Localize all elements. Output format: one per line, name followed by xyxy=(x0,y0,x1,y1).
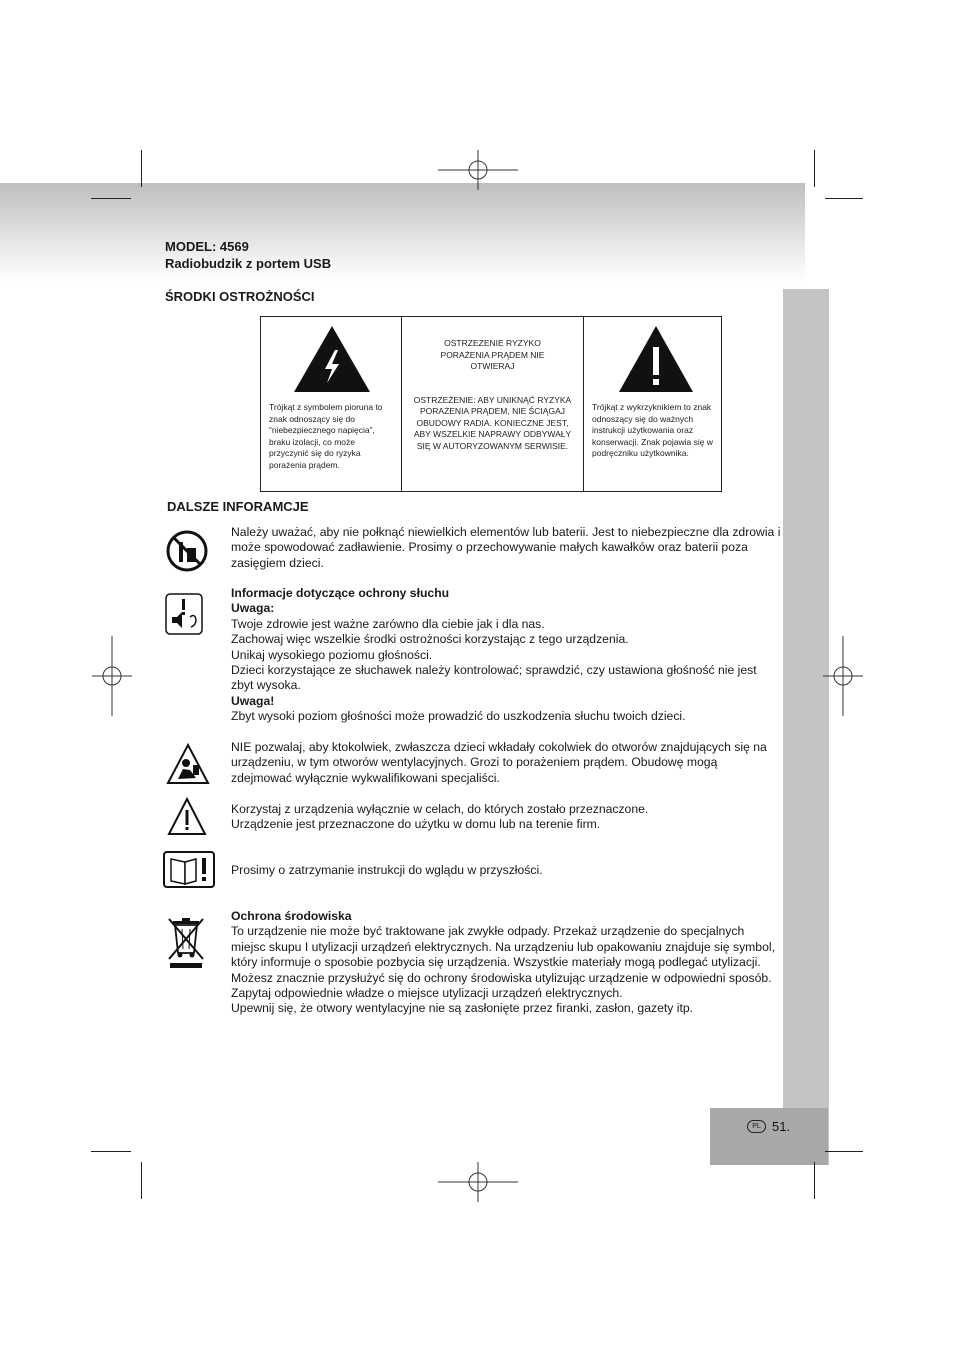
lightning-cell xyxy=(261,317,402,492)
side-tab xyxy=(783,289,829,1165)
hearing-line: Zachowaj więc wszelkie środki ostrożności korzystając z tego urządzenia. xyxy=(231,632,629,647)
model-number: MODEL: 4569 xyxy=(165,239,249,254)
hearing-line: Zbyt wysoki poziom głośności może prowadzić do uszkodzenia słuchu twoich dzieci. xyxy=(231,709,686,724)
crop-mark xyxy=(141,1162,142,1199)
read-manual-icon xyxy=(163,851,215,888)
product-name: Radiobudzik z portem USB xyxy=(165,256,332,271)
hearing-title: Informacje dotyczące ochrony słuchu xyxy=(231,586,450,600)
hearing-line: Dzieci korzystające ze słuchawek należy kontrolować; sprawdzić, czy ustawiona głośność nie jest zbyt wysoka. xyxy=(231,663,757,693)
hearing-info-block xyxy=(231,586,781,725)
crop-mark xyxy=(825,198,863,199)
language-badge: PL xyxy=(747,1120,766,1133)
environment-title: Ochrona środowiska xyxy=(231,909,352,923)
hearing-protection-icon xyxy=(165,593,203,635)
warning-no-disassembly: OSTRZEŻENIE: ABY UNIKNĄĆ RYZYKA PORAŻENIA PRĄDEM, NIE ŚCIĄGAJ OBUDOWY RADIA. KONIECZNE JEST, ABY WSZELKIE NAPRAWY ODBYWAŁY SIĘ W AUTORYZOWANYM SERWISIE. xyxy=(413,394,572,451)
openings-warning: NIE pozwalaj, aby ktokolwiek, zwłaszcza dzieci wkładały cokolwiek do otworów znajdujących się na urządzeniu, w tym otworów wentylacyjnych. Grozi to porażeniem prądem. Obudowę mogą zdejmować wyłącznie wykwalifikowani specjaliści. xyxy=(231,740,767,785)
lightning-warning-icon xyxy=(261,317,401,399)
more-info-title: DALSZE INFORAMCJE xyxy=(167,499,309,514)
no-swallowing-icon xyxy=(166,530,208,572)
safety-warning-table xyxy=(260,316,722,492)
intended-use-line: Korzystaj z urządzenia wyłącznie w celach, do których zostało przeznaczone. xyxy=(231,802,649,816)
page-number: 51. xyxy=(772,1119,791,1134)
hearing-note-label: Uwaga! xyxy=(231,693,275,708)
crop-mark xyxy=(814,150,815,187)
hearing-line: Twoje zdrowie jest ważne zarówno dla ciebie jak i dla nas. xyxy=(231,616,545,631)
page-number-box xyxy=(710,1108,828,1165)
small-parts-warning: Należy uważać, aby nie połknąć niewielkich elementów lub baterii. Jest to niebezpieczne dla zdrowia i może spowodować zadławienie. Prosimy o przechowywanie małych kawałków oraz baterii poza zasięgiem dzieci. xyxy=(231,525,781,570)
registration-mark xyxy=(823,636,863,716)
caution-icon xyxy=(167,797,207,837)
lightning-description: Trójkąt z symbolem pioruna to znak odnoszący się do “niebezpiecznego napięcia”, braku izolacji, co może przyczynić się do ryzyka porażenia prądem. xyxy=(269,402,383,470)
crop-mark xyxy=(814,1162,815,1199)
intended-use-info xyxy=(231,802,781,833)
vents-note: Upewnij się, że otwory wentylacyjne nie są zasłonięte przez firanki, zasłon, gazety itp. xyxy=(231,1001,693,1016)
hearing-note-label: Uwaga: xyxy=(231,601,275,616)
crop-mark xyxy=(825,1151,863,1152)
crop-mark xyxy=(91,1151,131,1152)
weee-bin-icon xyxy=(167,915,205,969)
hearing-line: Unikaj wysokiego poziomu głośności. xyxy=(231,647,433,662)
registration-mark xyxy=(92,636,132,716)
exclamation-warning-icon xyxy=(584,317,721,397)
environment-info xyxy=(231,909,781,1017)
child-openings-warning-icon xyxy=(166,743,210,785)
exclamation-description: Trójkąt z wykrzyknikiem to znak odnoszący się do ważnych instrukcji użytkowania oraz konserwacji. Znak pojawia się w podręczniku użytkownika. xyxy=(592,402,713,458)
crop-mark xyxy=(141,150,142,187)
crop-mark xyxy=(91,198,131,199)
warning-do-not-open: OSTRZEZENIE RYZYKO PORAŻENIA PRĄDEM NIE OTWIERAJ xyxy=(440,338,545,371)
registration-mark xyxy=(438,150,518,190)
exclamation-cell xyxy=(584,317,722,492)
center-warning-cell xyxy=(402,317,584,492)
intended-use-line: Urządzenie jest przeznaczone do użytku w domu lub na terenie firm. xyxy=(231,817,601,832)
environment-text: To urządzenie nie może być traktowane jak zwykłe odpady. Przekaż urządzenie do specjalnych miejsc skupu I utylizacji urządzeń elektrycznych. Na urządzeniu lub opakowaniu znajduje się symbol, który informuje o sposobie pozbycia się urządzenia. Wszystkie materiały mogą podlegać utylizacji. Możesz znacznie przysłużyć się do ochrony środowiska utylizując urządzenie w odpowiedni sposób. Zapytaj odpowiednie władze o miejsce utylizacji urządzeń elektrycznych. xyxy=(231,924,775,1001)
registration-mark xyxy=(438,1162,518,1202)
safety-title: ŚRODKI OSTROŻNOŚCI xyxy=(165,289,315,304)
model-heading xyxy=(165,238,331,272)
keep-manual-info: Prosimy o zatrzymanie instrukcji do wglądu w przyszłości. xyxy=(231,863,543,877)
